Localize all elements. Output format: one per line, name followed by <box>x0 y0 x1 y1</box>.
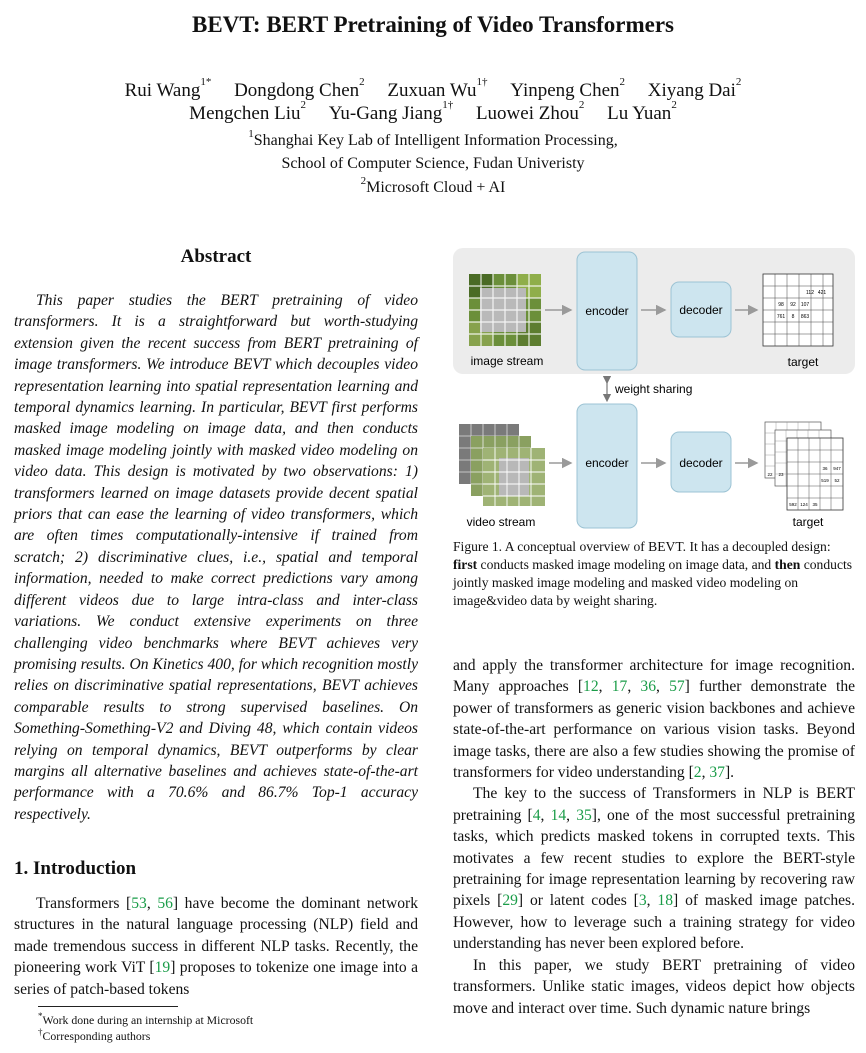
paragraph: and apply the transformer architecture for image recognition. Many approaches [12, 17, 36, 57] further demonstrate the power of transformers as generic vision backbones and achieve state-of-the-art performance on various vision tasks. Beyond image tasks, there are also a few studies showing the promise of transformers for video understanding [2, 37]. <box>453 657 856 782</box>
citation-link[interactable]: 36 <box>640 678 656 696</box>
video-stream-thumbnail <box>459 424 545 506</box>
intro-paragraph: Transformers [53, 56] have become the dominant network structures in the natural language processing (NLP) field and made tremendous success in different NLP tasks. Recently, the pioneering work ViT [19] proposes to tokenize one image into a series of patch-based tokens <box>14 895 418 998</box>
citation-link[interactable]: 4 <box>532 806 541 824</box>
author-list-line-1 <box>0 76 866 102</box>
svg-text:92: 92 <box>790 302 796 308</box>
affiliation-1-line-1: $^1$Shanghai Key Lab of Intelligent Information Processing, <box>248 128 618 149</box>
citation-link[interactable]: 17 <box>611 678 628 696</box>
svg-text:98: 98 <box>778 302 784 308</box>
svg-text:112: 112 <box>806 290 814 296</box>
encoder-label-bottom: encoder <box>585 456 629 470</box>
decoder-label-bottom: decoder <box>679 456 723 470</box>
abstract-text: This paper studies the BERT pretraining of video transformers. It is a straightforward but worth-studying extension given the recent success from BERT pretraining of image transformers. We introduce BEVT which decouples video representation learning into spatial representation learning and temporal dynamics learning. In particular, BEVT first performs masked image modeling on image data, and then conducts masked image modeling jointly with masked video modeling on video data. This design is motivated by two observations: 1) transformers learned on image datasets provide decent spatial priors that can ease the learning of video transformers, which are often times computationally-intensive if trained from scratch; 2) discriminative clues, i.e., spatial and temporal information, needed to make correct predictions vary among different videos due to large intra-class and inter-class variations. We conduct extensive experiments on three challenging video benchmarks where BEVT achieves very promising results. On Kinetics 400, for which recognition mostly relies on discriminative spatial representations, BEVT achieves comparable results to strong supervised baselines. On Something-Something-V2 and Diving 48, which contain videos relying on temporal dynamics, BEVT outperforms by clear margins all alternative baselines and achieves state-of-the-art performance with a 70.6% and 86.7% Top-1 accuracy respectively. <box>14 292 418 823</box>
citation-link[interactable]: 3 <box>638 892 647 910</box>
decoder-label-top: decoder <box>679 303 723 317</box>
author: Rui Wang$^{1*}$ <box>124 76 212 101</box>
svg-text:36: 36 <box>822 466 828 471</box>
affiliation-1-line-2: School of Computer Science, Fudan Univeristy <box>281 155 585 172</box>
figure-1-diagram <box>453 248 855 538</box>
author: Yu-Gang Jiang$^{1\dagger}$ <box>328 99 454 124</box>
svg-text:107: 107 <box>800 302 810 308</box>
right-column-body <box>453 655 855 1019</box>
author: Xiyang Dai$^2$ <box>647 76 742 101</box>
citation-link[interactable]: 53 <box>131 895 147 912</box>
encoder-label-top: encoder <box>585 304 629 318</box>
svg-text:22: 22 <box>767 472 773 477</box>
abstract-heading: Abstract <box>180 246 252 267</box>
citation-link[interactable]: 19 <box>154 959 171 977</box>
citation-link[interactable]: 56 <box>157 895 173 912</box>
footnote-divider <box>38 1006 178 1007</box>
target-label-top: target <box>787 355 819 369</box>
video-stream-label: video stream <box>466 515 536 529</box>
citation-link[interactable]: 57 <box>669 678 685 696</box>
citation-link[interactable]: 35 <box>576 806 592 824</box>
author: Zuxuan $Wu^{1\dagger}$ <box>387 76 488 101</box>
svg-text:35: 35 <box>812 502 818 507</box>
svg-text:519: 519 <box>821 478 829 483</box>
svg-text:947: 947 <box>833 466 841 471</box>
citation-link[interactable]: 29 <box>502 892 518 910</box>
citation-link[interactable]: 37 <box>709 764 725 782</box>
svg-text:23: 23 <box>778 472 784 477</box>
footnote-2: †Corresponding authors <box>38 1027 151 1043</box>
svg-text:863: 863 <box>800 314 810 320</box>
citation-link[interactable]: 18 <box>657 892 674 910</box>
svg-text:592: 592 <box>789 502 797 507</box>
author: Dongdong Chen$^2$ <box>234 76 365 101</box>
svg-text:761: 761 <box>776 314 786 320</box>
author: Lu Yuan$^2$ <box>607 99 677 124</box>
citation-link[interactable]: 12 <box>583 678 599 696</box>
svg-text:52: 52 <box>834 478 840 483</box>
paper-title: BEVT: BERT Pretraining of Video Transformers <box>192 12 674 37</box>
author: Luowei Zhou$^2$ <box>475 99 585 124</box>
target-grid-top <box>763 274 833 346</box>
paragraph: The key to the success of Transformers in NLP is BERT pretraining [4, 14, 35], one of the most successful pretraining tasks, which predicts masked tokens in corrupted texts. This motivates a few recent studies to explore the BERT-style pretraining for image representation learning by recovering raw pixels [29] or latent codes [3, 18] of masked image patches. However, how to leverage such a training strategy for video understanding has never been explored before. <box>453 785 856 953</box>
author: Yinpeng Chen$^2$ <box>510 76 626 101</box>
author: Mengchen Liu$^2$ <box>189 99 306 124</box>
section-heading-introduction: 1. Introduction <box>14 858 137 879</box>
footnote-1: *Work done during an internship at Microsoft <box>38 1011 254 1027</box>
target-grid-bottom <box>765 422 843 510</box>
citation-link[interactable]: 14 <box>550 806 567 824</box>
paragraph: In this paper, we study BERT pretraining of video transformers. Unlike static images, videos depict how objects move and interact over time. Such dynamic nature brings <box>453 956 855 1017</box>
svg-text:8: 8 <box>791 314 795 320</box>
weight-sharing-label: weight sharing <box>615 382 693 396</box>
figure-1-caption: Figure 1. A conceptual overview of BEVT. It has a decoupled design: first conducts masked image modeling on image data, and then conducts jointly masked image modeling and masked video modeling on image&video data by weight sharing. <box>453 539 853 608</box>
citation-link[interactable]: 2 <box>693 764 702 782</box>
svg-text:421: 421 <box>817 290 827 296</box>
image-stream-thumbnail <box>469 274 541 346</box>
image-stream-label: image stream <box>470 354 544 368</box>
author-list-line-2 <box>0 99 866 125</box>
svg-text:124: 124 <box>800 502 808 507</box>
affiliation-2: $^2$Microsoft Cloud + AI <box>360 175 506 196</box>
target-label-bottom: target <box>792 515 824 529</box>
